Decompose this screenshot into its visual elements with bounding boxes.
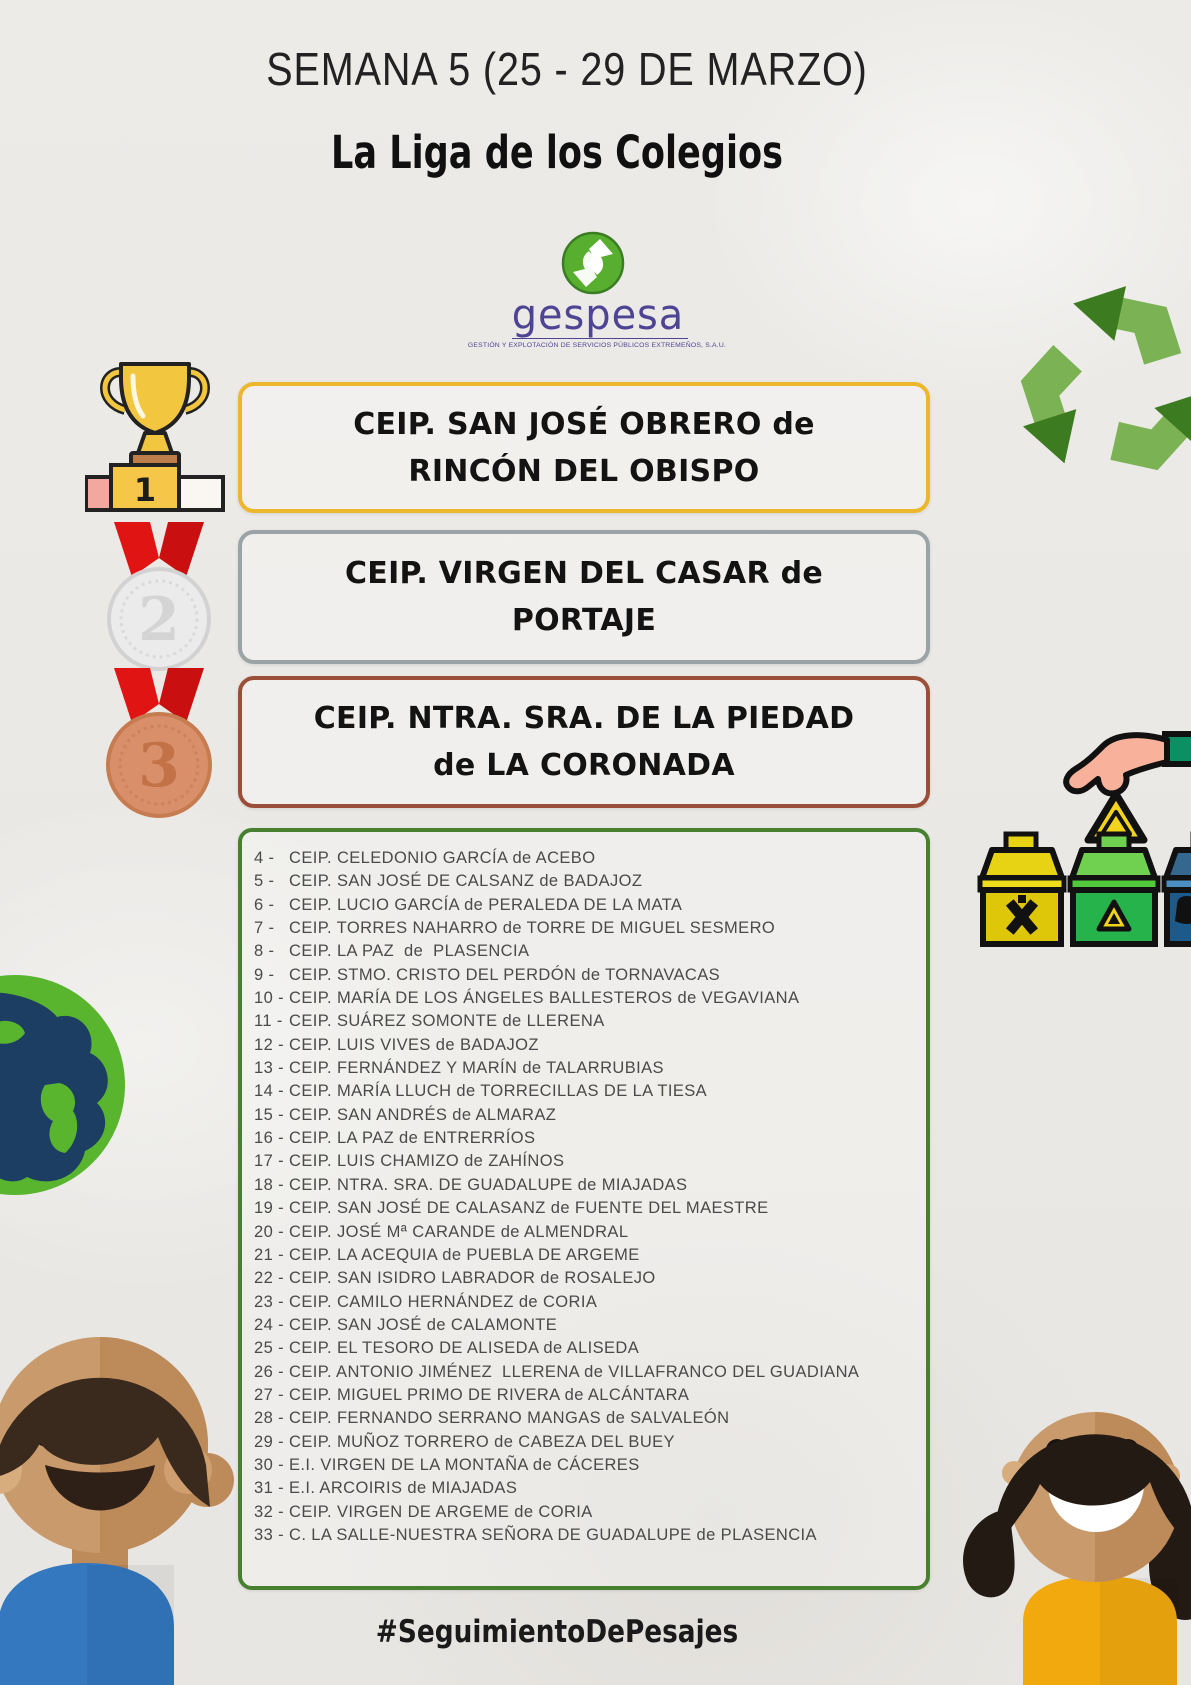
list-item — [250, 1384, 922, 1407]
rank-number: 17 - — [254, 1152, 285, 1171]
rank-number: 25 - — [254, 1339, 285, 1358]
third-place-box — [238, 676, 930, 808]
list-item — [250, 870, 922, 893]
school-name: CEIP. TORRES NAHARRO de TORRE DE MIGUEL SESMERO — [289, 919, 776, 938]
list-item — [250, 1407, 922, 1430]
week-title: SEMANA 5 (25 - 29 DE MARZO) — [266, 43, 868, 95]
school-name: CEIP. SAN ANDRÉS de ALMARAZ — [289, 1105, 557, 1124]
rank-number: 10 - — [254, 989, 285, 1008]
blue-bin-icon — [1164, 834, 1191, 944]
rank-number: 14 - — [254, 1082, 285, 1101]
list-item — [250, 1291, 922, 1314]
rank-number: 28 - — [254, 1409, 285, 1428]
rank-number: 5 - — [254, 872, 275, 891]
first-place-line1: CEIP. SAN JOSÉ OBRERO de — [353, 406, 815, 442]
rank-number: 32 - — [254, 1502, 285, 1521]
recycle-arrows-icon — [950, 258, 1191, 516]
rank-number: 27 - — [254, 1385, 285, 1404]
rank-number: 12 - — [254, 1035, 285, 1054]
list-item — [250, 1524, 922, 1547]
ranking-list — [238, 828, 930, 1590]
rank-number: 8 - — [254, 942, 275, 961]
rank-number: 21 - — [254, 1245, 285, 1264]
gold-trophy-icon — [85, 356, 225, 514]
list-item — [250, 964, 922, 987]
school-name: CEIP. MARÍA LLUCH de TORRECILLAS DE LA TIESA — [289, 1082, 708, 1101]
list-item — [250, 1174, 922, 1197]
rank-number: 6 - — [254, 895, 275, 914]
school-name: CEIP. NTRA. SRA. DE GUADALUPE de MIAJADAS — [289, 1175, 688, 1194]
school-name: CEIP. LUIS CHAMIZO de ZAHÍNOS — [289, 1152, 565, 1171]
first-place-line2: RINCÓN DEL OBISPO — [408, 453, 760, 489]
logo-divider — [512, 338, 688, 339]
school-name: CEIP. SAN JOSÉ DE CALASANZ de FUENTE DEL MAESTRE — [289, 1199, 769, 1218]
brand-name: gespesa — [511, 290, 685, 339]
rank-number: 15 - — [254, 1105, 285, 1124]
list-item — [250, 1197, 922, 1220]
boy-illustration — [0, 1325, 265, 1685]
school-name: CEIP. SAN JOSÉ de CALAMONTE — [289, 1315, 558, 1334]
rank-number: 33 - — [254, 1525, 285, 1544]
second-place-box — [238, 530, 930, 664]
rank-number: 26 - — [254, 1362, 285, 1381]
list-item — [250, 1034, 922, 1057]
rank-number: 18 - — [254, 1175, 285, 1194]
list-item — [250, 1057, 922, 1080]
school-name: CEIP. MARÍA DE LOS ÁNGELES BALLESTEROS de VEGAVIANA — [289, 989, 800, 1008]
school-name: CEIP. SAN ISIDRO LABRADOR de ROSALEJO — [289, 1269, 656, 1288]
hand-recycling-bins-icon — [955, 700, 1191, 970]
school-name: CEIP. CELEDONIO GARCÍA de ACEBO — [289, 849, 596, 867]
third-place-line1: CEIP. NTRA. SRA. DE LA PIEDAD — [313, 701, 855, 736]
list-item — [250, 894, 922, 917]
school-name: CEIP. LA PAZ de ENTRERRÍOS — [289, 1129, 536, 1148]
school-name: CEIP. STMO. CRISTO DEL PERDÓN de TORNAVACAS — [289, 965, 721, 984]
school-name: CEIP. MIGUEL PRIMO DE RIVERA de ALCÁNTARA — [289, 1385, 690, 1404]
rank-number: 9 - — [254, 965, 275, 984]
list-item — [250, 1337, 922, 1360]
list-item — [250, 1431, 922, 1454]
girl-illustration — [940, 1360, 1191, 1685]
list-item — [250, 1244, 922, 1267]
school-name: CEIP. LUIS VIVES de BADAJOZ — [289, 1035, 539, 1054]
rank-number: 24 - — [254, 1315, 285, 1334]
school-name: CEIP. CAMILO HERNÁNDEZ de CORIA — [289, 1292, 598, 1311]
school-name: C. LA SALLE-NUESTRA SEÑORA DE GUADALUPE de PLASENCIA — [289, 1525, 817, 1544]
list-item — [250, 1501, 922, 1524]
list-item — [250, 1010, 922, 1033]
podium-rank-1: 1 — [133, 471, 157, 509]
medal-rank-3: 3 — [138, 731, 180, 801]
list-item — [250, 1080, 922, 1103]
bronze-medal-icon — [100, 668, 218, 820]
rank-number: 4 - — [254, 849, 275, 867]
rank-number: 30 - — [254, 1455, 285, 1474]
list-item — [250, 1477, 922, 1500]
list-item — [250, 917, 922, 940]
school-name: CEIP. FERNANDO SERRANO MANGAS de SALVALEÓN — [289, 1409, 730, 1428]
list-item — [250, 1127, 922, 1150]
list-item — [250, 1314, 922, 1337]
school-name: E.I. VIRGEN DE LA MONTAÑA de CÁCERES — [289, 1455, 640, 1474]
list-item — [250, 1454, 922, 1477]
list-item — [250, 1361, 922, 1384]
school-name: CEIP. MUÑOZ TORRERO de CABEZA DEL BUEY — [289, 1432, 675, 1451]
school-name: CEIP. EL TESORO DE ALISEDA de ALISEDA — [289, 1339, 640, 1358]
list-item — [250, 1104, 922, 1127]
list-item — [250, 1267, 922, 1290]
gespesa-logo-icon — [560, 230, 626, 296]
third-place-line2: de LA CORONADA — [433, 748, 735, 783]
list-item — [250, 847, 922, 870]
list-item — [250, 1221, 922, 1244]
rank-number: 31 - — [254, 1479, 285, 1498]
second-place-line1: CEIP. VIRGEN DEL CASAR de — [344, 556, 824, 591]
medal-rank-2: 2 — [138, 585, 180, 655]
earth-icon — [0, 965, 135, 1205]
hashtag: #SeguimientoDePesajes — [375, 1614, 739, 1650]
school-name: CEIP. VIRGEN DE ARGEME de CORIA — [289, 1502, 593, 1521]
school-name: CEIP. SAN JOSÉ DE CALSANZ de BADAJOZ — [289, 872, 643, 891]
school-name: E.I. ARCOIRIS de MIAJADAS — [289, 1479, 518, 1498]
second-place-line2: PORTAJE — [511, 603, 657, 638]
school-name: CEIP. ANTONIO JIMÉNEZ LLERENA de VILLAFRANCO DEL GUADIANA — [289, 1362, 860, 1381]
rank-number: 19 - — [254, 1199, 285, 1218]
rank-number: 29 - — [254, 1432, 285, 1451]
green-bin-icon — [1070, 834, 1158, 944]
logo-tagline: GESTIÓN Y EXPLOTACIÓN DE SERVICIOS PÚBLICOS EXTREMEÑOS, S.A.U. — [467, 342, 727, 349]
league-title: La Liga de los Colegios — [331, 126, 783, 179]
rank-number: 13 - — [254, 1059, 285, 1078]
rank-number: 7 - — [254, 919, 275, 938]
rank-number: 16 - — [254, 1129, 285, 1148]
school-name: CEIP. JOSÉ Mª CARANDE de ALMENDRAL — [289, 1222, 629, 1241]
school-name: CEIP. FERNÁNDEZ Y MARÍN de TALARRUBIAS — [289, 1059, 664, 1078]
school-name: CEIP. LA PAZ de PLASENCIA — [289, 942, 530, 961]
first-place-box — [238, 382, 930, 513]
silver-medal-icon — [100, 522, 218, 672]
list-item — [250, 987, 922, 1010]
yellow-bin-icon — [980, 834, 1064, 944]
school-name: CEIP. LUCIO GARCÍA de PERALEDA DE LA MATA — [289, 895, 683, 914]
list-item — [250, 1150, 922, 1173]
school-name: CEIP. SUÁREZ SOMONTE de LLERENA — [289, 1012, 605, 1031]
list-item — [250, 940, 922, 963]
school-name: CEIP. LA ACEQUIA de PUEBLA DE ARGEME — [289, 1245, 640, 1264]
rank-number: 20 - — [254, 1222, 285, 1241]
rank-number: 23 - — [254, 1292, 285, 1311]
rank-number: 11 - — [254, 1012, 283, 1031]
rank-number: 22 - — [254, 1269, 285, 1288]
